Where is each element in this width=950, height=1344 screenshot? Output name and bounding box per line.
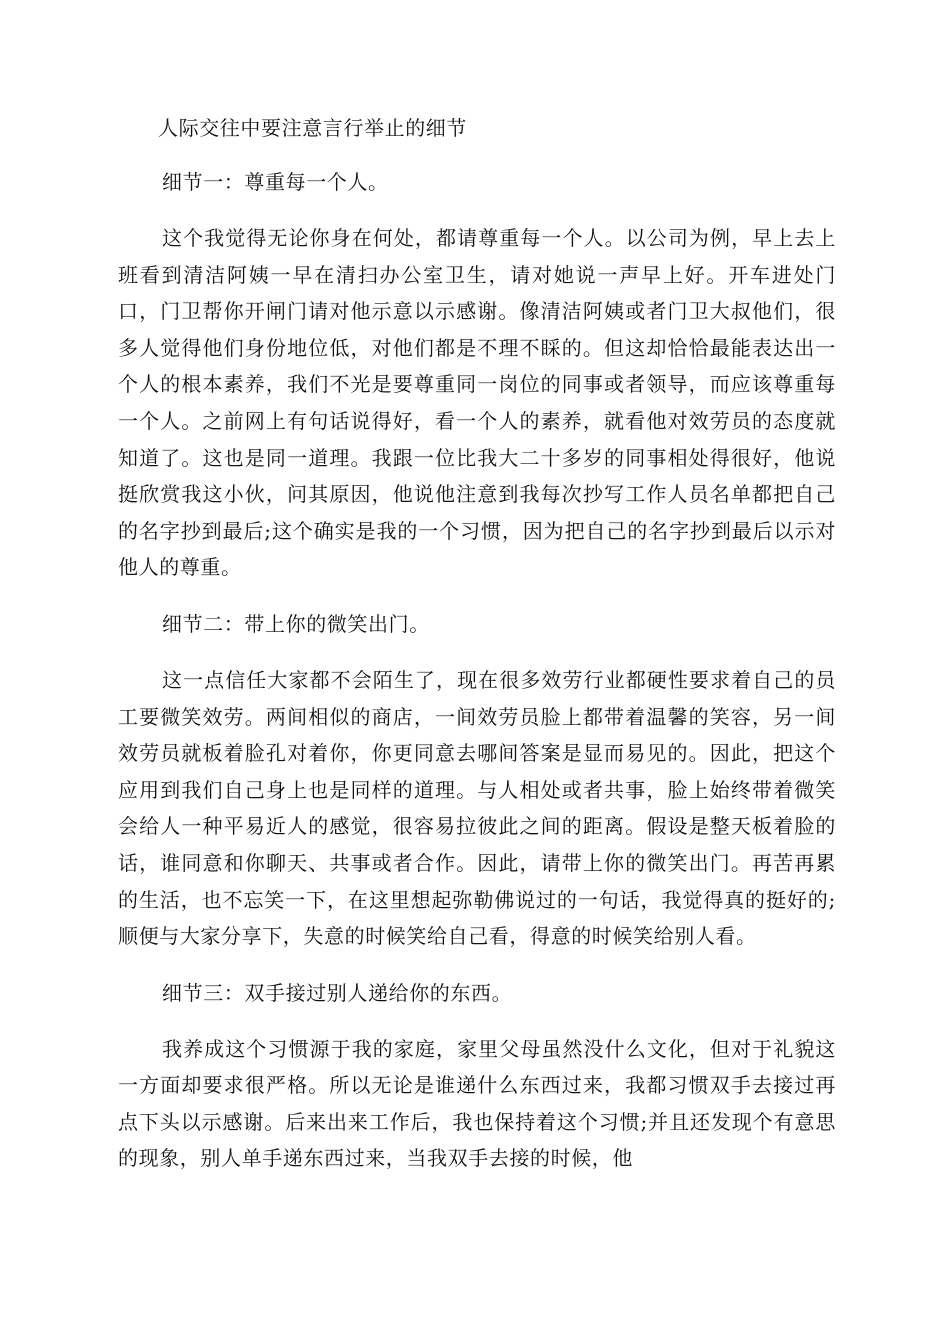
section-paragraph-1: 这个我觉得无论你身在何处，都请尊重每一个人。以公司为例，早上去上班看到清洁阿姨一早在清扫办公室卫生，请对她说一声早上好。开车进处门口，门卫帮你开闸门请对他示意以示感谢。像清洁阿姨或者门卫大叔他们，很多人觉得他们身份地位低，对他们都是不理不睬的。但这却恰恰最能表达出一个人的根本素养，我们不光是要尊重同一岗位的同事或者领导，而应该尊重每一个人。之前网上有句话说得好，看一个人的素养，就看他对效劳员的态度就知道了。这也是同一道理。我跟一位比我大二十多岁的同事相处得很好，他说挺欣赏我这小伙，问其原因，他说他注意到我每次抄写工作人员名单都把自己的名字抄到最后;这个确实是我的一个习惯，因为把自己的名字抄到最后以示对他人的尊重。 bbox=[118, 226, 836, 580]
section-paragraph-3: 我养成这个习惯源于我的家庭，家里父母虽然没什么文化，但对于礼貌这一方面却要求很严格。所以无论是谁递什么东西过来，我都习惯双手去接过再点下头以示感谢。后来出来工作后，我也保持着这个习惯;并且还发现个有意思的现象，别人单手递东西过来，当我双手去接的时候，他 bbox=[118, 1036, 836, 1171]
section-paragraph-2: 这一点信任大家都不会陌生了，现在很多效劳行业都硬性要求着自己的员工要微笑效劳。两间相似的商店，一间效劳员脸上都带着温馨的笑容，另一间效劳员就板着脸孔对着你，你更同意去哪间答案是显而易见的。因此，把这个应用到我们自己身上也是同样的道理。与人相处或者共事，脸上始终带着微笑会给人一种平易近人的感觉，很容易拉彼此之间的距离。假设是整天板着脸的话，谁同意和你聊天、共事或者合作。因此，请带上你的微笑出门。再苦再累的生活，也不忘笑一下，在这里想起弥勒佛说过的一句话，我觉得真的挺好的;顺便与大家分享下，失意的时候笑给自己看，得意的时候笑给别人看。 bbox=[118, 667, 836, 949]
section-heading-1: 细节一：尊重每一个人。 bbox=[162, 170, 389, 194]
section-heading-3: 细节三：双手接过别人递给你的东西。 bbox=[162, 980, 513, 1005]
section-heading-2: 细节二：带上你的微笑出门。 bbox=[162, 611, 430, 636]
document-body bbox=[118, 112, 836, 1177]
document-title: 人际交往中要注意言行举止的细节 bbox=[158, 116, 467, 140]
